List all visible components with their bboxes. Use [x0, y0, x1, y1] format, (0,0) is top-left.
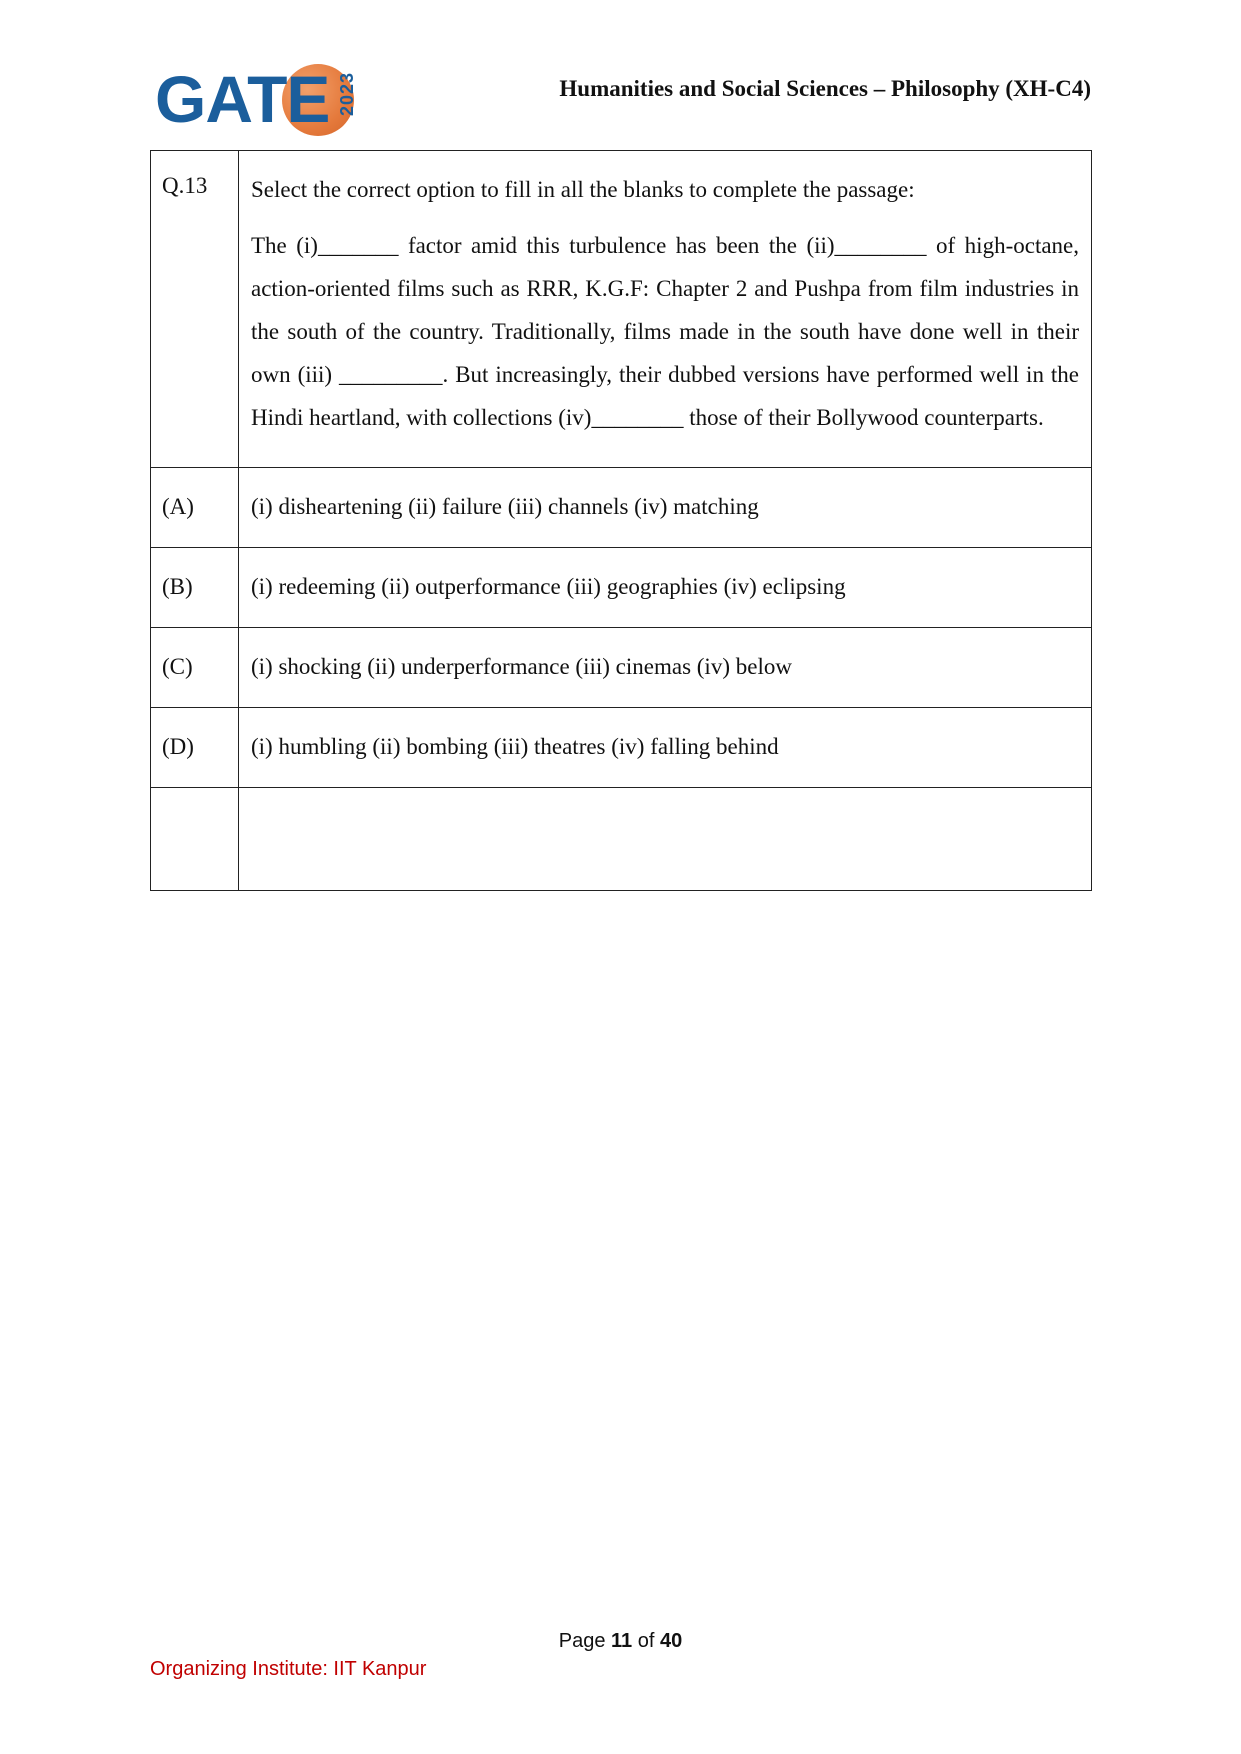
page-of: of [637, 1630, 655, 1652]
page-title: Humanities and Social Sciences – Philosophy (XH-C4) [559, 76, 1091, 101]
option-label: (C) [151, 627, 239, 707]
option-row-c [151, 627, 1092, 707]
logo-text: GATE [155, 62, 330, 136]
option-text: (i) redeeming (ii) outperformance (iii) geographies (iv) eclipsing [239, 547, 1092, 627]
organizer-text: Organizing Institute: IIT Kanpur [150, 1658, 427, 1680]
option-row-a [151, 467, 1092, 547]
question-number: Q.13 [151, 151, 239, 468]
option-text: (i) humbling (ii) bombing (iii) theatres (iv) falling behind [239, 707, 1092, 787]
empty-row [151, 787, 1092, 890]
question-row [151, 151, 1092, 468]
logo-year: 2023 [337, 72, 357, 117]
option-label: (A) [151, 467, 239, 547]
question-body [239, 151, 1092, 468]
empty-cell [151, 787, 239, 890]
question-prompt: Select the correct option to fill in all the blanks to complete the passage: [251, 177, 915, 202]
option-label: (D) [151, 707, 239, 787]
page-prefix: Page [558, 1630, 606, 1652]
option-text: (i) shocking (ii) underperformance (iii) cinemas (iv) below [239, 627, 1092, 707]
page-current: 11 [611, 1630, 633, 1652]
empty-cell [239, 787, 1092, 890]
question-passage: The (i)_______ factor amid this turbulence has been the (ii)________ of high-octane, action-oriented films such as RRR, K.G.F: Chapter 2 and Pushpa from film industries in the south of the country. Traditionally, films made in the south have done well in their own (iii) _________. But increasingly, their dubbed versions have performed well in the Hindi heartland, with collections (iv)________ those of their Bollywood counterparts. [251, 232, 1079, 430]
option-text: (i) disheartening (ii) failure (iii) channels (iv) matching [239, 467, 1092, 547]
option-row-d [151, 707, 1092, 787]
option-row-b [151, 547, 1092, 627]
page-number [0, 1630, 1241, 1653]
gate-logo [155, 60, 355, 140]
page-total: 40 [660, 1630, 683, 1652]
question-table [150, 150, 1092, 891]
option-label: (B) [151, 547, 239, 627]
